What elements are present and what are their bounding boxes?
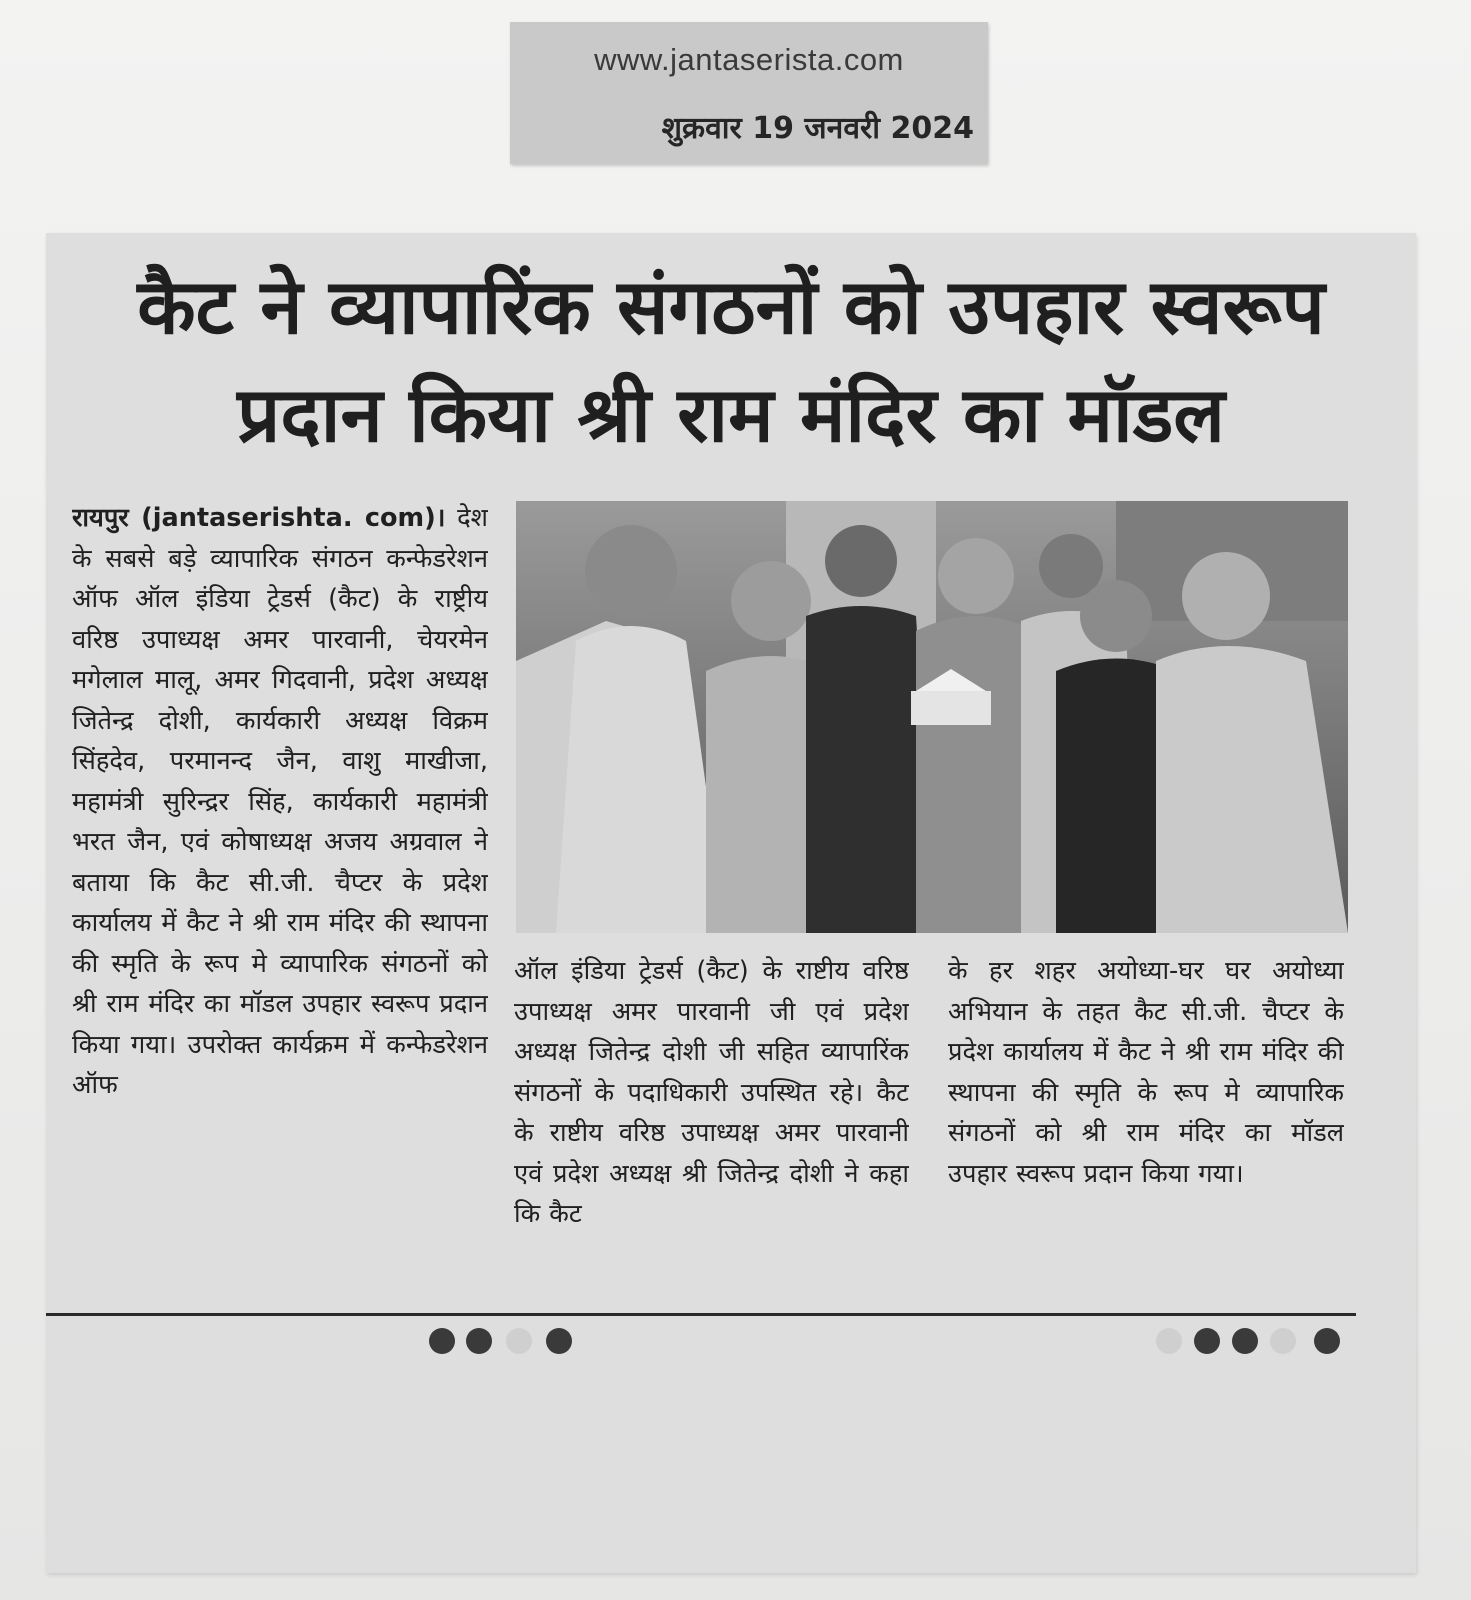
decorative-dot (429, 1328, 455, 1354)
decorative-dot (546, 1328, 572, 1354)
decorative-dot (1194, 1328, 1220, 1354)
article-clipping (46, 233, 1416, 1573)
decorative-dot (1314, 1328, 1340, 1354)
news-photo (516, 501, 1348, 933)
column-1-text: देश के सबसे बड़े व्यापारिक संगठन कन्फेडरेशन ऑफ ऑल इंडिया ट्रेडर्स (कैट) के राष्ट्रीय वरिष्ठ उपाध्यक्ष अमर पारवानी, चेयरमेन मगेलाल मालू, अमर गिदवानी, प्रदेश अध्यक्ष जितेन्द्र दोशी, कार्यकारी अध्यक्ष विक्रम सिंहदेव, परमानन्द जैन, वाशु माखीजा, महामंत्री सुरिन्द्रर सिंह, कार्यकारी महामंत्री भरत जैन, एवं कोषाध्यक्ष अजय अग्रवाल ने बताया कि कैट सी.जी. चैप्टर के प्रदेश कार्यालय में कैट ने श्री राम मंदिर की स्थापना की स्मृति के रूप मे व्यापारिक संगठनों को श्री राम मंदिर का मॉडल उपहार स्वरूप प्रदान किया गया। उपरोक्त कार्यक्रम में कन्फेडरेशन ऑफ (72, 503, 488, 1100)
decorative-dot (466, 1328, 492, 1354)
headline-line-1: कैट ने व्यापारिंक संगठनों को उपहार स्वरूप (137, 262, 1325, 351)
dateline: रायपुर (jantaserishta. com)। (72, 503, 446, 533)
article-column-2: ऑल इंडिया ट्रेडर्स (कैट) के राष्टीय वरिष्ठ उपाध्यक्ष अमर पारवानी जी एवं प्रदेश अध्यक्ष जितेन्द्र दोशी जी सहित व्यापारिंक संगठनों के पदाधिकारी उपस्थित रहे। कैट के राष्टीय वरिष्ठ उपाध्यक्ष अमर पारवानी एवं प्रदेश अध्यक्ष श्री जितेन्द्र दोशी ने कहा कि कैट (514, 956, 909, 1229)
decorative-dot (1232, 1328, 1258, 1354)
website-url: www.jantaserista.com (594, 42, 904, 77)
masthead-clipping (510, 22, 988, 164)
decorative-dot (506, 1328, 532, 1354)
publication-date: शुक्रवार 19 जनवरी 2024 (661, 111, 974, 146)
headline-line-2: प्रदान किया श्री राम मंदिर का मॉडल (237, 370, 1225, 459)
group-photo-illustration (516, 501, 1348, 933)
article-column-1 (72, 498, 488, 1318)
bottom-rule (46, 1313, 1356, 1316)
decorative-dot (1270, 1328, 1296, 1354)
headline (46, 253, 1416, 469)
decorative-dot (1156, 1328, 1182, 1354)
article-column-3: के हर शहर अयोध्या-घर घर अयोध्या अभियान के तहत कैट सी.जी. चैप्टर के प्रदेश कार्यालय में कैट ने श्री राम मंदिर की स्थापना की स्मृति के रूप मे व्यापारिक संगठनों को श्री राम मंदिर का मॉडल उपहार स्वरूप प्रदान किया गया। (948, 956, 1344, 1189)
